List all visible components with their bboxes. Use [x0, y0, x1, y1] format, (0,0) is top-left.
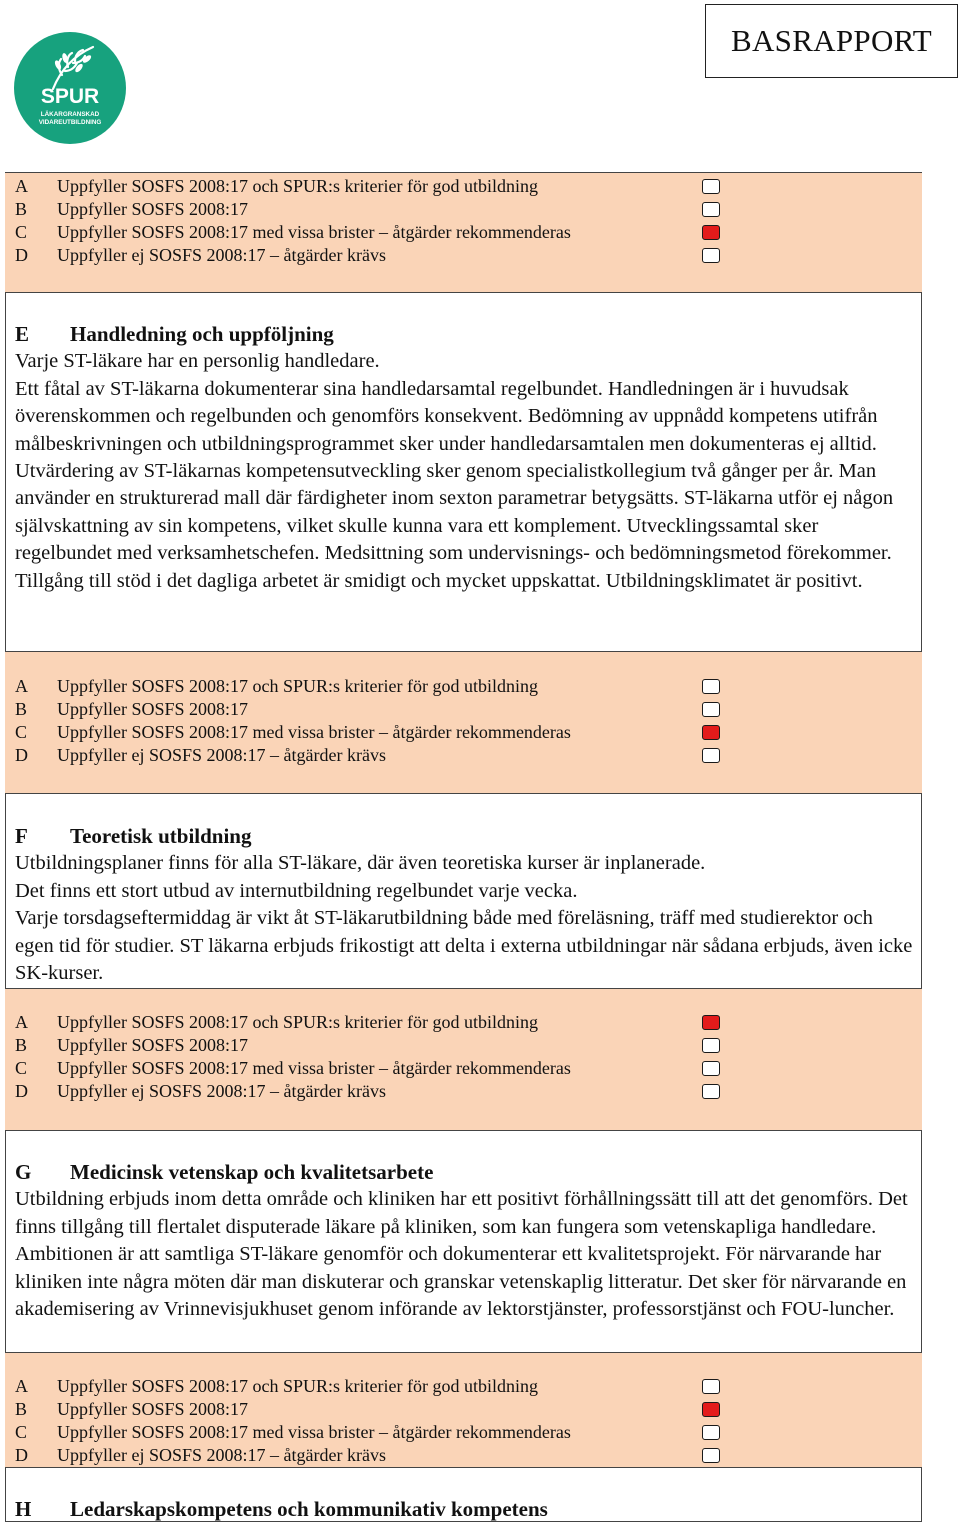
grade-option-b: B Uppfyller SOSFS 2008:17 — [5, 698, 922, 721]
grade-option-a: A Uppfyller SOSFS 2008:17 och SPUR:s kriterier för god utbildning — [5, 1375, 922, 1398]
grade-checkbox-c[interactable] — [702, 1061, 720, 1076]
grade-checkbox-a[interactable] — [702, 679, 720, 694]
report-title: BASRAPPORT — [731, 23, 932, 58]
grade-option-b: B Uppfyller SOSFS 2008:17 — [5, 1398, 922, 1421]
svg-text:SPUR: SPUR — [40, 85, 100, 108]
section-heading: H Ledarskapskompetens och kommunikativ kompetens — [15, 1497, 548, 1521]
grade-block — [5, 988, 922, 1131]
grade-option-d: D Uppfyller ej SOSFS 2008:17 – åtgärder krävs — [5, 1444, 922, 1467]
grade-option-c: C Uppfyller SOSFS 2008:17 med vissa brister – åtgärder rekommenderas — [5, 1421, 922, 1444]
grade-checkbox-c[interactable] — [702, 225, 720, 240]
grade-block — [5, 172, 922, 293]
grade-option-c: C Uppfyller SOSFS 2008:17 med vissa brister – åtgärder rekommenderas — [5, 221, 922, 244]
section-paragraph: Varje torsdagseftermiddag är vikt åt ST-läkarutbildning både med föreläsning, träff med studierektor och egen tid för studier. ST läkarna erbjuds frikostigt att delta i externa utbildningar när sådana erbjuds, även icke SK-kurser. — [15, 907, 913, 985]
grade-option-b: B Uppfyller SOSFS 2008:17 — [5, 198, 922, 221]
section-paragraph: Det finns ett stort utbud av internutbildning regelbundet varje vecka. — [15, 879, 578, 902]
grade-checkbox-d[interactable] — [702, 748, 720, 763]
section-heading: E Handledning och uppföljning — [15, 322, 334, 346]
section-paragraph: Varje ST-läkare har en personlig handledare. — [15, 350, 380, 373]
grade-option-d: D Uppfyller ej SOSFS 2008:17 – åtgärder krävs — [5, 1080, 922, 1103]
grade-checkbox-b[interactable] — [702, 1038, 720, 1053]
grade-checkbox-b[interactable] — [702, 1402, 720, 1417]
section-e — [15, 321, 915, 595]
section-paragraph: Utbildning erbjuds inom detta område och kliniken har ett positivt förhållningssätt till att det genomförs. Det finns tillgång till flertalet disputerade läkare på kliniken, som kan fungera som vetenskapliga handledare. Ambitionen är att samtliga ST-läkare genomför och dokumenterar ett kvalitetsprojekt. För närvarande har kliniken inte några möten där man diskuterar och granskar vetenskaplig litteratur. Det sker för närvarande en akademisering av Vrinnevisjukhuset genom införande av lektorstjänster, professorstjänst och FOU-luncher. — [15, 1188, 908, 1321]
grade-block — [5, 651, 922, 794]
grade-option-a: A Uppfyller SOSFS 2008:17 och SPUR:s kriterier för god utbildning — [5, 1011, 922, 1034]
section-heading: F Teoretisk utbildning — [15, 824, 252, 848]
grade-checkbox-b[interactable] — [702, 202, 720, 217]
grade-option-a: A Uppfyller SOSFS 2008:17 och SPUR:s kriterier för god utbildning — [5, 675, 922, 698]
section-h — [15, 1496, 915, 1523]
spur-logo — [13, 31, 127, 145]
grade-checkbox-d[interactable] — [702, 1084, 720, 1099]
grade-checkbox-d[interactable] — [702, 1448, 720, 1463]
section-heading: G Medicinsk vetenskap och kvalitetsarbete — [15, 1160, 434, 1184]
grade-option-c: C Uppfyller SOSFS 2008:17 med vissa brister – åtgärder rekommenderas — [5, 721, 922, 744]
svg-text:VIDAREUTBILDNING: VIDAREUTBILDNING — [38, 119, 102, 126]
section-paragraph: Utbildningsplaner finns för alla ST-läkare, där även teoretiska kurser är inplanerade. — [15, 852, 706, 875]
section-g — [15, 1159, 915, 1323]
grade-option-c: C Uppfyller SOSFS 2008:17 med vissa brister – åtgärder rekommenderas — [5, 1057, 922, 1080]
section-paragraph: Ett fåtal av ST-läkarna dokumenterar sina handledarsamtal regelbundet. Handledningen är i huvudsak överenskommen och regelbunden och genomförs konsekvent. Bedömning av uppnådd kompetens utifrån målbeskrivningen och utbildningsprogrammet sker under handledarsamtalen men dokumenteras ej alltid. Utvärdering av ST-läkarnas kompetensutveckling sker genom specialistkollegium två gånger per år. Man använder en strukturerad mall där färdigheter inom sexton parametrar betygsätts. ST-läkarna utför ej någon självskattning av sin kompetens, vilket skulle kunna vara ett komplement. Utvecklingssamtal sker regelbundet med verksamhetschefen. Medsittning som undervisnings- och bedömningsmetod förekommer. Tillgång till stöd i det dagliga arbetet är smidigt och mycket uppskattat. Utbildningsklimatet är positivt. — [15, 377, 894, 592]
grade-checkbox-a[interactable] — [702, 1379, 720, 1394]
grade-checkbox-b[interactable] — [702, 702, 720, 717]
grade-checkbox-c[interactable] — [702, 1425, 720, 1440]
grade-checkbox-a[interactable] — [702, 1015, 720, 1030]
section-f — [15, 823, 915, 987]
grade-option-d: D Uppfyller ej SOSFS 2008:17 – åtgärder krävs — [5, 744, 922, 767]
svg-text:LÄKARGRANSKAD: LÄKARGRANSKAD — [40, 111, 100, 118]
grade-checkbox-a[interactable] — [702, 179, 720, 194]
grade-checkbox-d[interactable] — [702, 248, 720, 263]
grade-block — [5, 1352, 922, 1468]
grade-checkbox-c[interactable] — [702, 725, 720, 740]
report-title-box — [705, 4, 958, 78]
grade-option-d: D Uppfyller ej SOSFS 2008:17 – åtgärder krävs — [5, 244, 922, 267]
grade-option-b: B Uppfyller SOSFS 2008:17 — [5, 1034, 922, 1057]
grade-option-a: A Uppfyller SOSFS 2008:17 och SPUR:s kriterier för god utbildning — [5, 175, 922, 198]
